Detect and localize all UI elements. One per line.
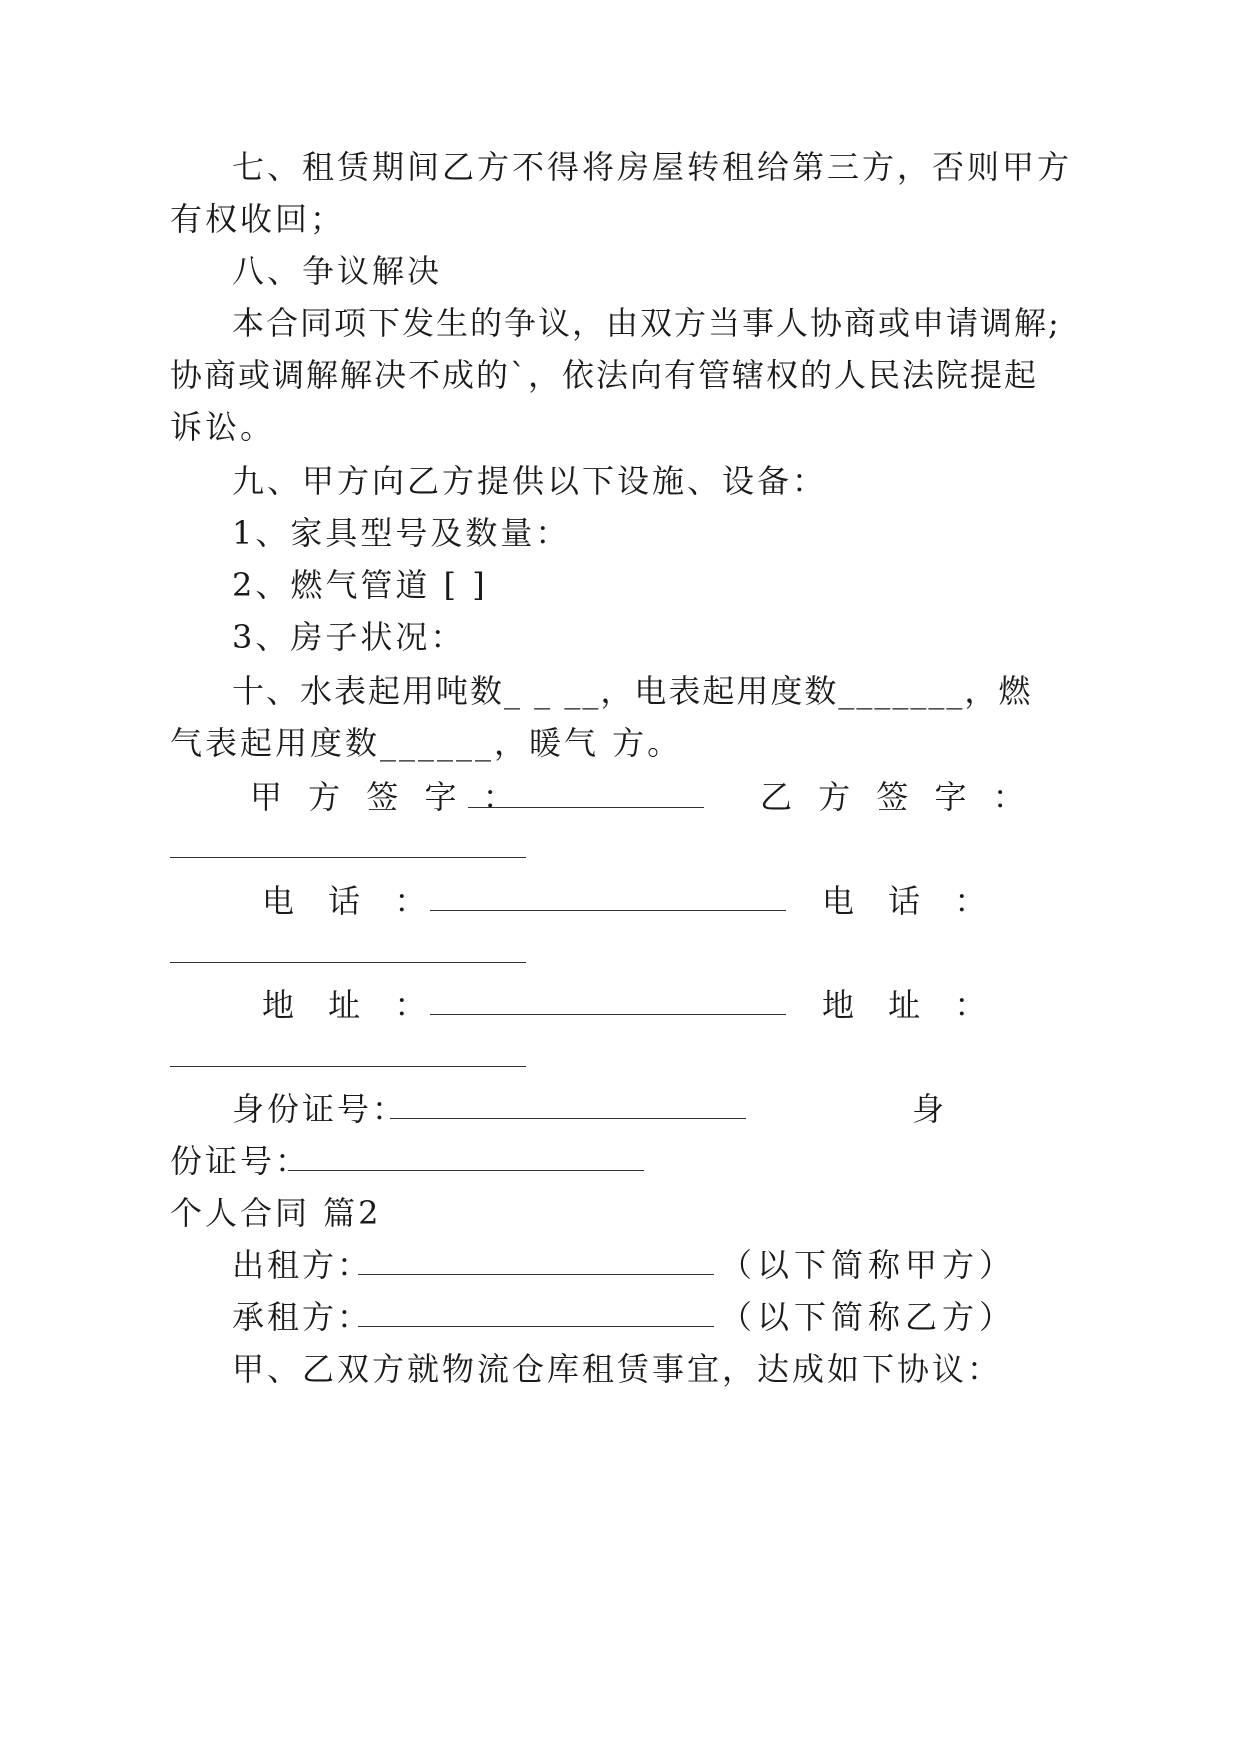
party-a-address-label: 地 址 ： (262, 986, 439, 1024)
clause-8-line-3: 诉讼。 (170, 408, 276, 446)
party-a-id-blank (390, 1118, 746, 1119)
party-b-address-blank (170, 1066, 526, 1067)
party-b-signature-blank (170, 857, 526, 858)
party-a-phone-blank (430, 910, 786, 911)
clause-9-item-2: 2、燃气管道 [ ] (232, 566, 488, 604)
lessor-label: 出租方： (232, 1246, 373, 1284)
party-a-signature-blank (468, 807, 704, 808)
party-b-signature-label: 乙 方 签 字 ： (760, 778, 1033, 816)
party-b-id-label-end: 份证号： (170, 1142, 311, 1180)
clause-9-heading: 九、甲方向乙方提供以下设施、设备： (232, 462, 828, 500)
lessor-blank (358, 1274, 714, 1275)
party-b-id-label-start: 身 (912, 1090, 948, 1128)
lessee-blank (358, 1326, 714, 1327)
party-b-id-blank (288, 1170, 644, 1171)
clause-8-heading: 八、争议解决 (232, 252, 443, 290)
clause-9-item-3: 3、房子状况： (232, 618, 466, 656)
party-b-phone-blank (170, 962, 526, 963)
clause-10-line-1: 十、水表起用吨数_ _ __，电表起用度数_______，燃 (232, 672, 1033, 710)
party-a-phone-label: 电 话 ： (262, 882, 439, 920)
lessee-note: （以下简称乙方） (720, 1298, 1017, 1336)
section-2-heading: 个人合同 篇2 (170, 1194, 382, 1232)
party-a-signature-label: 甲 方 签 字 ： (250, 778, 523, 816)
section-2-intro: 甲、乙双方就物流仓库租赁事宜，达成如下协议： (232, 1350, 1003, 1388)
party-b-phone-label: 电 话 ： (822, 882, 999, 920)
clause-8-line-1: 本合同项下发生的争议，由双方当事人协商或申请调解; (232, 304, 1061, 342)
clause-8-line-2: 协商或调解解决不成的`，依法向有管辖权的人民法院提起 (170, 356, 1039, 394)
clause-7-line-2: 有权收回； (170, 200, 346, 238)
clause-9-item-1: 1、家具型号及数量： (232, 514, 571, 552)
lessee-label: 承租方： (232, 1298, 373, 1336)
lessor-note: （以下简称甲方） (720, 1246, 1017, 1284)
clause-10-line-2: 气表起用度数______，暖气 方。 (170, 724, 683, 762)
party-a-address-blank (430, 1014, 786, 1015)
clause-7-line-1: 七、租赁期间乙方不得将房屋转租给第三方，否则甲方 (232, 148, 1073, 186)
party-a-id-label: 身份证号： (232, 1090, 408, 1128)
party-b-address-label: 地 址 ： (822, 986, 999, 1024)
